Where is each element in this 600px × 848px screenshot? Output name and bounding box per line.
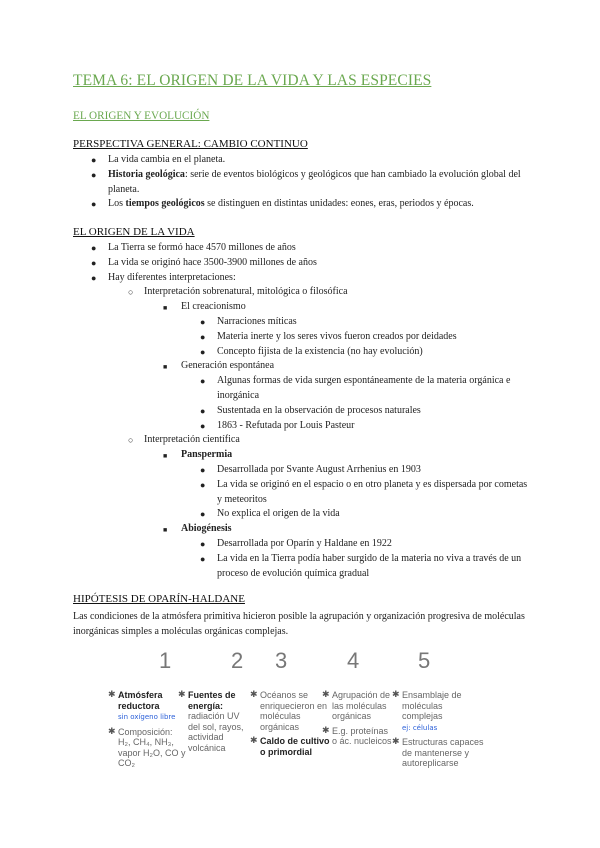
bullet-icon: ● bbox=[91, 199, 97, 210]
perspectiva-list bbox=[0, 153, 600, 212]
step-number: 3 bbox=[275, 648, 288, 673]
list-item: ● Narraciones míticas bbox=[0, 315, 600, 330]
list-item: ● Hay diferentes interpretaciones: bbox=[0, 271, 600, 286]
star-bullet-icon: ✱ bbox=[250, 689, 258, 699]
bullet-icon: ● bbox=[91, 257, 97, 268]
hipotesis-paragraph: Las condiciones de la atmósfera primitiva hicieron posible la agrupación y organización progresiva de moléculas inorgánicas simples a moléculas orgánicas complejas. bbox=[73, 611, 525, 637]
list-item: ● La vida en la Tierra podía haber surgido de la materia no viva a través de un proceso de evolución química gradual bbox=[200, 552, 522, 579]
diagram-item: ✱ Composición: H₂, CH₄, NH₃, vapor H₂O, CO y CO₂ bbox=[108, 725, 186, 768]
bullet-icon: ● bbox=[200, 420, 206, 431]
circle-bullet-icon: ○ bbox=[128, 435, 134, 446]
list-item: ● Desarrollada por Svante August Arrhenius en 1903 bbox=[0, 463, 600, 478]
star-bullet-icon: ✱ bbox=[392, 689, 400, 699]
diagram-item: ✱ Estructuras capaces de mantenerse y autoreplicarse bbox=[392, 736, 484, 768]
list-item: ● La vida cambia en el planeta. bbox=[0, 153, 600, 168]
step-number: 5 bbox=[418, 648, 431, 673]
list-item: ● Materia inerte y los seres vivos fueron creados por deidades bbox=[0, 330, 600, 345]
handwritten-note: sin oxígeno libre bbox=[118, 713, 176, 721]
diagram-item: ✱ E.g. proteínas o ác. nucleicos bbox=[322, 724, 392, 746]
diagram-item: ✱ Ensamblaje de moléculas complejas ej: células bbox=[392, 689, 462, 732]
diagram-item: ✱ Agrupación de las moléculas orgánicas bbox=[322, 689, 391, 721]
document-title: TEMA 6: EL ORIGEN DE LA VIDA Y LAS ESPECIES bbox=[73, 72, 432, 89]
diagram-item: ✱ Fuentes de energía: radiación UV del sol, rayos, actividad volcánica bbox=[178, 689, 244, 753]
diagram-column-4 bbox=[322, 690, 392, 751]
bullet-icon: ● bbox=[200, 479, 206, 490]
section-heading-hipotesis: HIPÓTESIS DE OPARÍN-HALDANE bbox=[73, 593, 245, 605]
list-item: ● La vida se originó en el espacio o en otro planeta y es dispersada por cometas y meteoritos bbox=[200, 478, 528, 505]
bullet-icon: ● bbox=[200, 331, 206, 342]
list-item: ● La Tierra se formó hace 4570 millones de años bbox=[0, 241, 600, 256]
bullet-icon: ● bbox=[200, 553, 206, 564]
bullet-icon: ● bbox=[91, 243, 97, 253]
star-bullet-icon: ✱ bbox=[322, 689, 330, 699]
handwritten-note: ej: células bbox=[402, 723, 438, 732]
star-bullet-icon: ✱ bbox=[108, 689, 116, 699]
square-bullet-icon: ■ bbox=[163, 363, 168, 372]
diagram-column-2 bbox=[178, 690, 254, 757]
step-number: 4 bbox=[347, 648, 360, 673]
star-bullet-icon: ✱ bbox=[250, 735, 258, 745]
bullet-icon: ● bbox=[200, 509, 206, 520]
diagram-column-3 bbox=[250, 690, 332, 761]
step-number: 2 bbox=[231, 648, 244, 673]
bullet-icon: ● bbox=[200, 316, 206, 327]
list-item: ● Sustentada en la observación de procesos naturales bbox=[0, 404, 600, 419]
diagram-item: ✱ Caldo de cultivo o primordial bbox=[250, 735, 330, 757]
list-item: ● Los tiempos geológicos se distinguen en distintas unidades: eones, eras, periodos y épocas. bbox=[0, 197, 600, 212]
list-item: ■ Generación espontánea bbox=[0, 359, 600, 374]
star-bullet-icon: ✱ bbox=[392, 736, 400, 746]
section-heading-perspectiva: PERSPECTIVA GENERAL: CAMBIO CONTINUO bbox=[73, 138, 308, 150]
list-item: ● 1863 - Refutada por Louis Pasteur bbox=[0, 419, 600, 434]
oparin-haldane-diagram bbox=[100, 648, 530, 778]
diagram-column-5 bbox=[392, 690, 484, 773]
bullet-icon: ● bbox=[91, 169, 97, 180]
diagram-item: ✱ Océanos se enriquecieron en moléculas orgánicas bbox=[250, 689, 328, 732]
bullet-icon: ● bbox=[200, 376, 206, 387]
list-item: ● Concepto fijista de la existencia (no hay evolución) bbox=[0, 345, 600, 360]
square-bullet-icon: ■ bbox=[163, 526, 168, 535]
square-bullet-icon: ■ bbox=[163, 452, 168, 461]
list-item: ● No explica el origen de la vida bbox=[0, 507, 600, 522]
star-bullet-icon: ✱ bbox=[108, 725, 116, 736]
diagram-column-1 bbox=[108, 690, 188, 773]
star-bullet-icon: ✱ bbox=[322, 724, 330, 735]
section-heading-origen: EL ORIGEN DE LA VIDA bbox=[73, 226, 195, 238]
diagram-item: ✱ Atmósfera reductora sin oxígeno libre bbox=[108, 689, 176, 721]
list-item: ■ Abiogénesis bbox=[0, 522, 600, 537]
step-number: 1 bbox=[159, 648, 172, 673]
list-item: ● Desarrollada por Oparín y Haldane en 1922 bbox=[0, 537, 600, 552]
bullet-icon: ● bbox=[91, 155, 97, 165]
list-item: ■ Panspermia bbox=[0, 448, 600, 463]
list-item: ○ Interpretación científica bbox=[0, 433, 600, 448]
circle-bullet-icon: ○ bbox=[128, 287, 134, 298]
star-bullet-icon: ✱ bbox=[178, 689, 186, 699]
list-item: ○ Interpretación sobrenatural, mitológica o filosófica bbox=[0, 285, 600, 300]
list-item: ■ El creacionismo bbox=[0, 300, 600, 315]
bullet-icon: ● bbox=[200, 464, 206, 475]
bullet-icon: ● bbox=[200, 405, 206, 416]
bullet-icon: ● bbox=[91, 272, 97, 283]
bullet-icon: ● bbox=[200, 538, 206, 549]
document-subtitle: EL ORIGEN Y EVOLUCIÓN bbox=[73, 110, 210, 122]
square-bullet-icon: ■ bbox=[163, 304, 168, 313]
list-item: ● La vida se originó hace 3500-3900 millones de años bbox=[0, 256, 600, 271]
list-item: ● Historia geológica: serie de eventos biológicos y geológicos que han cambiado la evolución global del planeta. bbox=[91, 168, 521, 195]
origen-list bbox=[0, 241, 600, 581]
bullet-icon: ● bbox=[200, 346, 206, 357]
list-item: ● Algunas formas de vida surgen espontáneamente de la materia orgánica e inorgánica bbox=[200, 375, 511, 401]
